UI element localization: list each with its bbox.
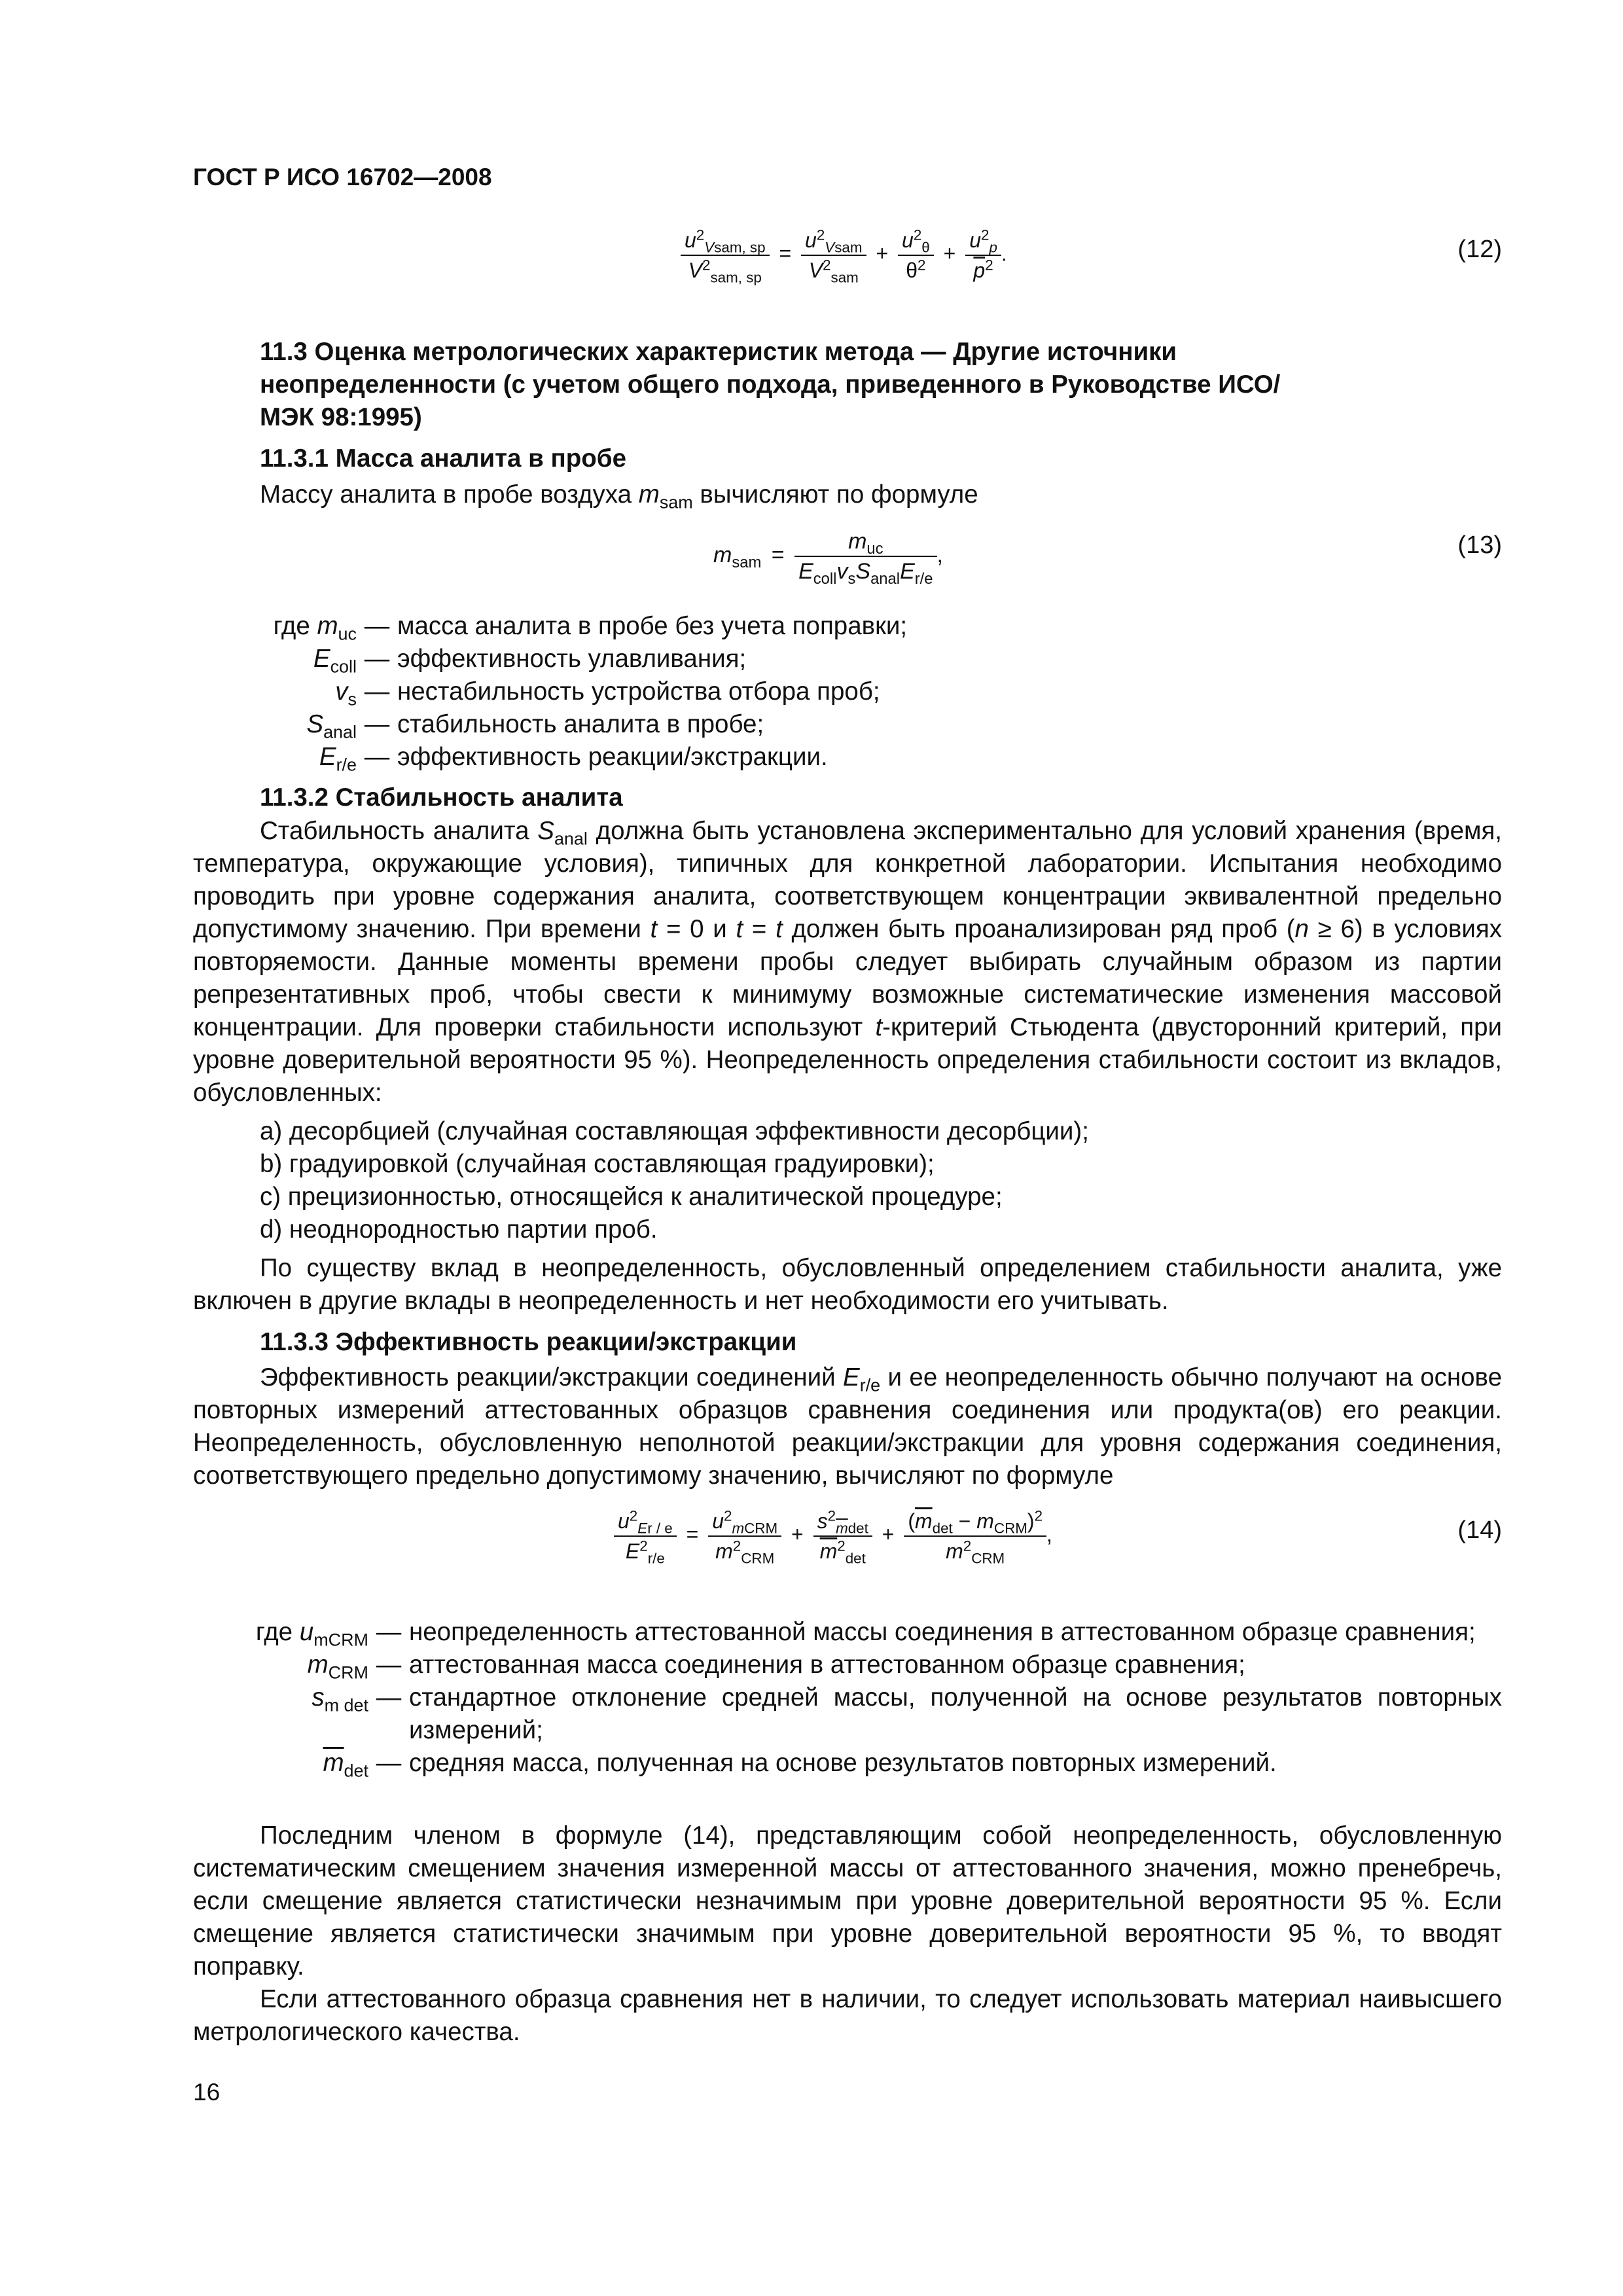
legend-row: $v_s$ — нестабильность устройства отбора проб; <box>335 677 880 709</box>
list-item: d) неоднородностью партии проб. <box>260 1215 658 1244</box>
contributions-list <box>260 1115 1089 1246</box>
legend-row: $E_{r/e}$ — эффективность реакции/экстракции. <box>319 743 828 775</box>
page-number: 16 <box>193 2079 221 2106</box>
section-heading-11-3-1: 11.3.1 Масса аналита в пробе <box>260 444 626 473</box>
legend-row: $S_{anal}$ — стабильность аналита в пробе; <box>306 710 764 742</box>
paragraph-stability: Стабильность аналита $S_{anal}$ должна быть установлена экспериментально для условий хранения (время, температура, окружающие условия), типичных для конкретной лаборатории. Испытания необходимо проводить при уровне содержания аналита, соответствующем концентрации эквивалентной предельно допустимому значению. При времени t = 0 и t = t должен быть проанализирован ряд проб (n ≥ 6) в условиях повторяемости. Данные моменты времени пробы следует выбирать случайным образом из партии репрезентативных проб, чтобы свести к минимуму возможные систематические изменения массовой концентрации. Для проверки стабильности используют t-критерий Стьюдента (двусторонний критерий, при уровне доверительной вероятности 95 %). Неопределенность определения стабильности состоит из вкладов, обусловленных: <box>193 817 1502 1107</box>
paragraph-bias: Последним членом в формуле (14), представляющим собой неопределенность, обусловленную систематическим смещением значения измеренной массы от аттестованного значения, можно пренебречь, если смещение является статистически незначимым при уровне доверительной вероятности 95 %. Если смещение является статистически значимым при уровне доверительной вероятности 95 %, то вводят поправку. <box>193 1821 1502 1981</box>
section-heading-11-3-2: 11.3.2 Стабильность аналита <box>260 783 623 812</box>
legend-row: где $m_{uc}$ — масса аналита в пробе без учета поправки; <box>273 612 908 644</box>
legend-equation-13 <box>193 610 1502 774</box>
legend-row: $\overline{m}_{det}$ — средняя масса, полученная на основе результатов повторных измерений. <box>323 1749 1277 1781</box>
equation-12: $\frac{u^2_{Vsam, sp}}{V^2_{sam, sp}}$ = $\frac{u^2_{Vsam}}{V^2_{sam}}$ + $\frac{u^2_\theta}{\theta^2}$ + $\frac{u^2_p}{\overline{p}^2}$ . <box>681 226 1007 285</box>
legend-equation-14 <box>193 1616 1502 1780</box>
legend-row: $s_{m det}$ — стандартное отклонение средней массы, полученной на основе результатов повторных измерений; <box>312 1683 1502 1744</box>
equation-14: $\frac{u^2_{Er / e}}{E^2_{r/e}}$ = $\frac{u^2_{mCRM}}{m^2_{CRM}}$ + $\frac{s^2_{\overline{m}det}}{\overline{m}^2_{det}}$ + $\frac{(\overline{m}_{det} - m_{CRM})^2}{m^2_{CRM}}$ , <box>614 1507 1052 1566</box>
list-item: с) прецизионностью, относящейся к аналитической процедуре; <box>260 1183 1003 1211</box>
list-item: а) десорбцией (случайная составляющая эффективности десорбции); <box>260 1117 1089 1145</box>
paragraph-stability-contribution: По существу вклад в неопределенность, обусловленный определением стабильности аналита, уже включен в другие вклады в неопределенность и нет необходимости его учитывать. <box>193 1254 1502 1315</box>
paragraph-mass-intro: Массу аналита в пробе воздуха $m_{sam}$ вычисляют по формуле <box>260 480 978 512</box>
equation-13: $m_{sam}$ = $\frac{m_{uc}}{E_{coll}v_sS_{anal}E_{r/e}}$ , <box>713 527 943 586</box>
section-heading-11-3-3: 11.3.3 Эффективность реакции/экстракции <box>260 1328 797 1356</box>
legend-row: $m_{CRM}$ — аттестованная масса соединения в аттестованном образце сравнения; <box>307 1651 1245 1683</box>
equation-number-12: (12) <box>1457 236 1502 263</box>
legend-row: где $u_{mCRM}$ — неопределенность аттестованной массы соединения в аттестованном образце сравнения; <box>255 1618 1476 1650</box>
equation-number-13: (13) <box>1457 531 1502 559</box>
section-heading-11-3: 11.3 Оценка метрологических характеристик метода — Другие источники неопределенности (с учетом общего подхода, приведенного в Руководстве ИСО/МЭК 98:1995) <box>260 338 1281 431</box>
paragraph-no-crm: Если аттестованного образца сравнения нет в наличии, то следует использовать материал наивысшего метрологического качества. <box>193 1985 1502 2046</box>
legend-row: $E_{coll}$ — эффективность улавливания; <box>313 645 747 677</box>
paragraph-efficiency: Эффективность реакции/экстракции соединений $E_{r/e}$ и ее неопределенность обычно получают на основе повторных измерений аттестованных образцов сравнения соединения или продукта(ов) его реакции. Неопределенность, обусловленную неполнотой реакции/экстракции для уровня содержания соединения, соответствующего предельно допустимому значению, вычисляют по формуле <box>193 1363 1502 1490</box>
list-item: b) градуировкой (случайная составляющая градуировки); <box>260 1150 935 1178</box>
equation-number-14: (14) <box>1457 1516 1502 1544</box>
document-header: ГОСТ Р ИСО 16702—2008 <box>193 164 492 190</box>
